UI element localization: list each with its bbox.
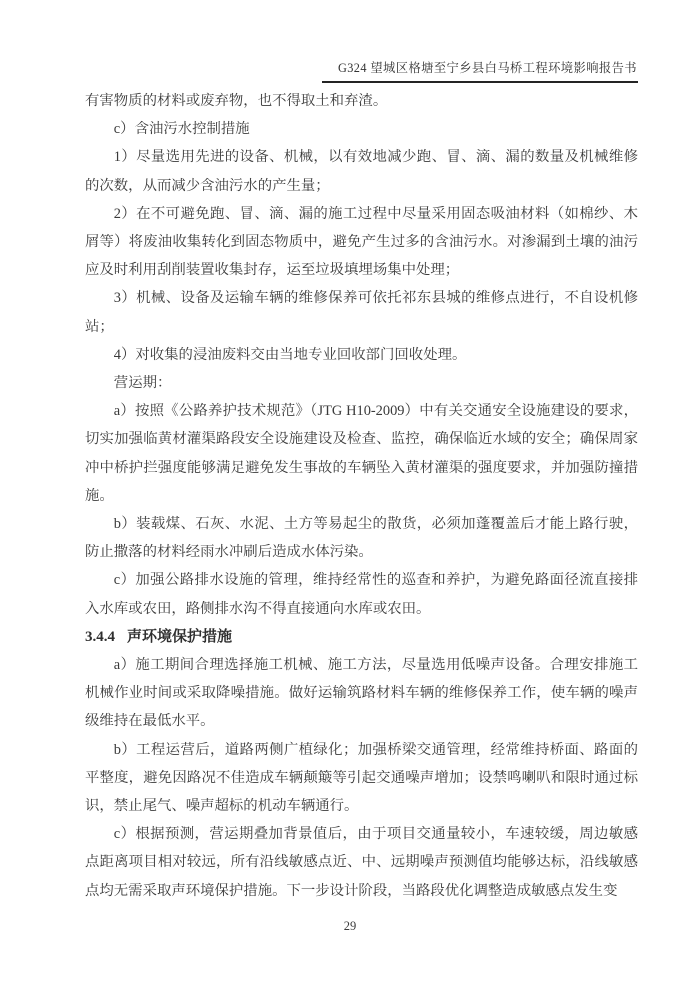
header-title: G324 望城区格塘至宁乡县白马桥工程环境影响报告书 [337,61,637,75]
section-heading-3-4-4 [85,623,638,651]
paragraph-item-1: 1）尽量选用先进的设备、机械，以有效地减少跑、冒、滴、漏的数量及机械维修的次数，从而减少含油污水的产生量； [85,149,638,194]
paragraph-item-4: 4）对收集的浸油废料交由当地专业回收部门回收处理。 [113,346,467,363]
paragraph-continuation: 有害物质的材料或废弃物，也不得取土和弃渣。 [85,93,388,109]
section-heading-number: 3.4.4 [85,628,115,645]
paragraph-operation-period-label: 营运期： [113,375,172,392]
paragraph-noise-item-a: a）施工期间合理选择施工机械、施工方法，尽量选用低噪声设备。合理安排施工机械作业时间或采取降噪措施。做好运输筑路材料车辆的维修保养工作，使车辆的噪声级维持在最低水平。 [85,657,638,730]
paragraph-oily-water-heading: c）含油污水控制措施 [113,121,250,138]
paragraph-item-2: 2）在不可避免跑、冒、滴、漏的施工过程中尽量采用固态吸油材料（如棉纱、木屑等）将废油收集转化到固态物质中，避免产生过多的含油污水。对渗漏到土壤的油污应及时利用刮削装置收集封存，运至垃圾填埋场集中处理； [85,205,638,279]
paragraph-item-c: c）加强公路排水设施的管理，维持经常性的巡查和养护，为避免路面径流直接排入水库或农田，路侧排水沟不得直接通向水库或农田。 [85,572,638,617]
page-number: 29 [343,919,357,933]
paragraph-noise-item-c: c）根据预测，营运期叠加背景值后，由于项目交通量较小，车速较缓，周边敏感点距离项目相对较远，所有沿线敏感点近、中、远期噪声预测值均能够达标，沿线敏感点均无需采取声环境保护措施。下一步设计阶段，当路段优化调整造成敏感点发生变 [85,826,638,899]
paragraph-item-3: 3）机械、设备及运输车辆的维修保养可依托祁东县城的维修点进行，不自设机修站； [85,290,638,335]
paragraph-noise-item-b: b）工程运营后，道路两侧广植绿化；加强桥梁交通管理，经常维持桥面、路面的平整度，避免因路况不佳造成车辆颠簸等引起交通噪声增加；设禁鸣喇叭和限时通过标识，禁止尾气、噪声超标的机动车辆通行。 [85,741,638,815]
section-heading-title: 声环境保护措施 [127,628,233,645]
header-rule [322,58,638,83]
document-body [85,87,638,905]
page-footer [0,917,700,935]
page-header [322,58,638,83]
paragraph-item-a: a）按照《公路养护技术规范》（JTG H10-2009）中有关交通安全设施建设的要求，切实加强临黄材灌渠路段安全设施建设及检查、监控，确保临近水域的安全；确保周家冲中桥护拦强度能够满足避免发生事故的车辆坠入黄材灌渠的强度要求，并加强防撞措施。 [85,403,638,504]
paragraph-item-b: b）装载煤、石灰、水泥、土方等易起尘的散货，必须加蓬覆盖后才能上路行驶，防止撒落的材料经雨水冲刷后造成水体污染。 [85,516,638,561]
